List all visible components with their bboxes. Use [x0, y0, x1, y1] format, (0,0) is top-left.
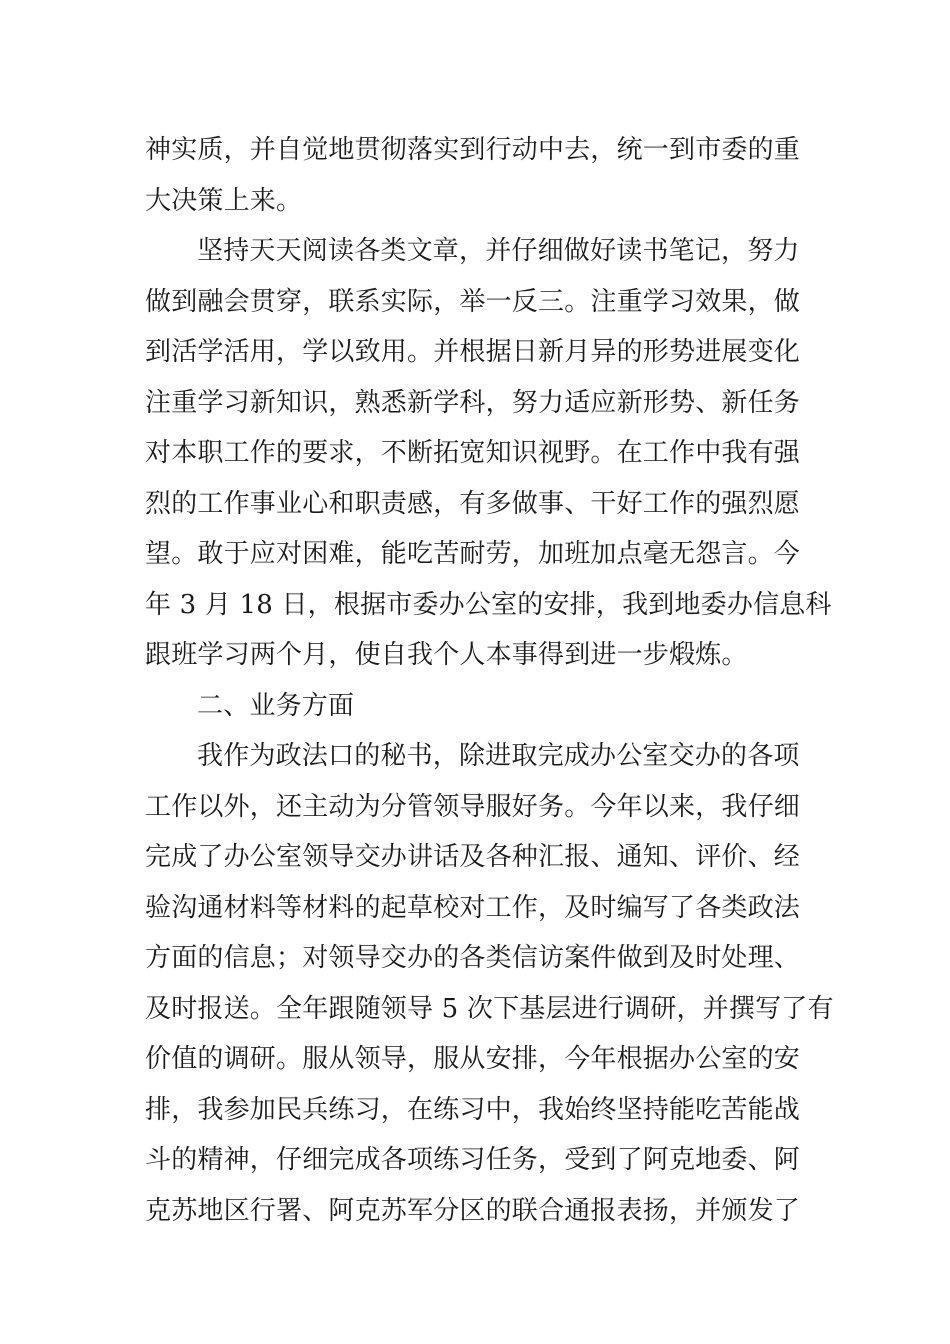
- text-line: 到活学活用，学以致用。并根据日新月异的形势进展变化: [145, 337, 801, 367]
- text-line: 工作以外，还主动为分管领导服好务。今年以来，我仔细: [145, 792, 801, 822]
- text-line: 克苏地区行署、阿克苏军分区的联合通报表扬，并颁发了: [145, 1196, 801, 1226]
- text-line: 做到融会贯穿，联系实际，举一反三。注重学习效果，做: [145, 287, 801, 317]
- text-line: 跟班学习两个月，使自我个人本事得到进一步煅炼。: [145, 640, 748, 670]
- text-line: 价值的调研。服从领导，服从安排，今年根据办公室的安: [145, 1044, 801, 1074]
- paragraph-start-line: 我作为政法口的秘书，除进取完成办公室交办的各项: [197, 741, 800, 771]
- text-line: 方面的信息；对领导交办的各类信访案件做到及时处理、: [145, 943, 801, 973]
- text-line: 及时报送。全年跟随领导 5 次下基层进行调研，并撰写了有: [145, 994, 834, 1024]
- section-heading: 二、业务方面: [197, 691, 355, 721]
- text-line: 对本职工作的要求，不断拓宽知识视野。在工作中我有强: [145, 438, 801, 468]
- text-line: 注重学习新知识，熟悉新学科，努力适应新形势、新任务: [145, 388, 801, 418]
- text-line: 烈的工作事业心和职责感，有多做事、干好工作的强烈愿: [145, 489, 801, 519]
- text-line: 排，我参加民兵练习，在练习中，我始终坚持能吃苦能战: [145, 1095, 801, 1125]
- text-line: 大决策上来。: [145, 186, 303, 216]
- text-line: 验沟通材料等材料的起草校对工作，及时编写了各类政法: [145, 893, 801, 923]
- text-line: 完成了办公室领导交办讲话及各种汇报、通知、评价、经: [145, 842, 801, 872]
- text-line: 斗的精神，仔细完成各项练习任务，受到了阿克地委、阿: [145, 1145, 801, 1175]
- text-line: 年 3 月 18 日，根据市委办公室的安排，我到地委办信息科: [145, 590, 832, 620]
- text-line: 望。敢于应对困难，能吃苦耐劳，加班加点毫无怨言。今: [145, 539, 801, 569]
- text-line: 神实质，并自觉地贯彻落实到行动中去，统一到市委的重: [145, 135, 801, 165]
- paragraph-start-line: 坚持天天阅读各类文章，并仔细做好读书笔记，努力: [197, 236, 800, 266]
